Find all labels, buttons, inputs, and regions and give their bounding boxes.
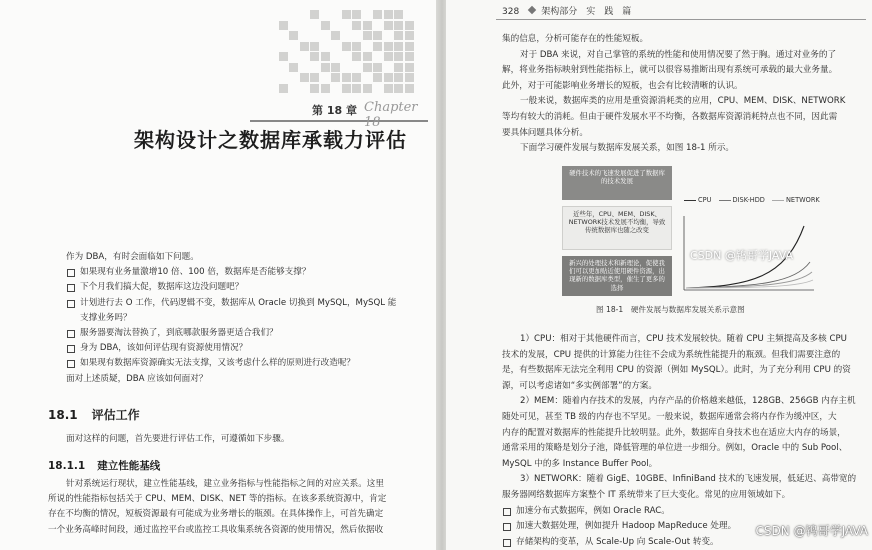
chapter-header	[250, 100, 428, 130]
text-line: 服务器网络数据库方案整个 IT 系统带来了巨大变化。常见的应用领域如下。	[502, 489, 791, 500]
pattern-square	[352, 10, 361, 19]
text-line: MySQL 中的多 Instance Buffer Pool。	[502, 458, 658, 469]
list-item: 计划进行去 O 工作，代码逻辑不变，数据库从 Oracle 切换到 MySQL，MySQL 能 支撑业务吗？	[66, 296, 426, 326]
pattern-square	[352, 21, 361, 30]
pattern-square	[405, 31, 414, 40]
pattern-square	[342, 10, 351, 19]
text-line: 针对系统运行现状，建立性能基线，建立业务指标与性能指标之间的对应关系。这里	[66, 479, 384, 489]
subsection-number: 18.1.1	[48, 460, 86, 472]
pattern-square	[289, 31, 298, 40]
list-item: 下个月我们搞大促，数据库这边没问题吧？	[66, 280, 426, 295]
text-line: 源，可以考虑诸如“多实例部署”的方案。	[502, 380, 657, 391]
pattern-square	[405, 21, 414, 30]
intro-block	[66, 250, 426, 387]
text-line: 一个业务高峰时间段，通过监控平台或监控工具收集系统各资源的使用情况，然后依据收	[48, 524, 384, 535]
running-title: 架构部分 实 践 篇	[541, 7, 632, 17]
figure-18-1	[558, 166, 820, 294]
pattern-square	[384, 42, 393, 51]
section-text: 面对这样的问题，首先要进行评估工作，可遵循如下步骤。	[66, 434, 290, 444]
pattern-square	[384, 73, 393, 82]
list-item: 加速分布式数据库，例如 Oracle RAC。	[502, 504, 870, 520]
page-number: 328	[502, 7, 520, 17]
list-item: 身为 DBA，该如何评估现有资源使用情况？	[66, 341, 426, 356]
pattern-square	[363, 21, 372, 30]
list-item: 加速大数据处理，例如提升 Hadoop MapReduce 处理。	[502, 519, 870, 535]
pattern-square	[394, 42, 403, 51]
text-line: 要具体问题具体分析。	[502, 127, 588, 138]
section-number: 18.1	[48, 408, 78, 422]
pattern-square	[373, 10, 382, 19]
running-header	[502, 4, 631, 17]
header-rule	[496, 19, 866, 20]
body-paragraph	[48, 477, 430, 538]
pattern-square	[321, 84, 330, 93]
pattern-square	[363, 31, 372, 40]
lower-text-block	[502, 332, 870, 550]
text-line: 内存的配置对数据库的性能提升比较明显。此外，数据库自身技术也在适应大内存的场景，	[502, 427, 846, 438]
list-item: 服务器要淘汰替换了，到底哪款服务器更适合我们？	[66, 326, 426, 341]
pattern-square	[342, 73, 351, 82]
subsection-heading	[48, 458, 160, 473]
pattern-square	[394, 31, 403, 40]
pattern-square	[394, 73, 403, 82]
text-line: 等均有较大的消耗。但由于硬件发展水平不均衡，各数据库资源消耗特点也不同，因此需	[502, 111, 838, 122]
pattern-square	[279, 21, 288, 30]
chapter-number: 第 18 章	[312, 104, 357, 117]
pattern-square	[405, 84, 414, 93]
pattern-square	[373, 42, 382, 51]
figure-box-3: 新兴的处理技术和新理论，促使我们可以更加贴近使用硬件资源，出现新的数据库类型，催生了更多的选择	[562, 256, 672, 296]
text-line: 1）CPU：相对于其他硬件而言，CPU 技术发展较快。随着 CPU 主频提高及多核 CPU	[520, 334, 847, 344]
disk-curve	[686, 262, 810, 288]
text-line: 所说的性能指标包括关于 CPU、MEM、DISK、NET 等的指标。在该多系统资源中，肯定	[48, 494, 387, 505]
text-line: 通常采用的策略是划分子池，降低管理的单位进一步细分。例如，Oracle 中的 Sub Pool、	[502, 443, 848, 454]
pattern-square	[352, 73, 361, 82]
pattern-square	[310, 10, 319, 19]
intro-close: 面对上述质疑，DBA 应该如何面对？	[66, 373, 208, 384]
text-line: 是，有些数据库无法完全利用 CPU 的资源（例如 MySQL）。此时，为了充分利用 CPU 的资	[502, 365, 851, 376]
legend-item-network: NETWORK	[772, 196, 820, 204]
diamond-icon	[528, 6, 536, 14]
pattern-square	[321, 52, 330, 61]
pattern-square	[384, 52, 393, 61]
pattern-square	[300, 73, 309, 82]
pattern-square	[321, 21, 330, 30]
legend-item-cpu: CPU	[684, 196, 711, 204]
top-text-block	[502, 32, 870, 157]
pattern-square	[342, 42, 351, 51]
pattern-square	[279, 52, 288, 61]
pattern-square	[310, 52, 319, 61]
text-line: 随处可见，甚至 TB 级的内存也不罕见。一般来说，数据库通常会将内存作为缓冲区，大	[502, 411, 837, 422]
pattern-square	[373, 73, 382, 82]
pattern-square	[405, 63, 414, 72]
text-line: 集的信息，分析可能存在的性能短板。	[502, 34, 649, 44]
figure-box-2: 近些年，CPU、MEM、DISK、NETWORK技术发展不均衡，导致传统数据库也随之改变	[562, 206, 672, 250]
pattern-square	[363, 84, 372, 93]
pattern-square	[373, 31, 382, 40]
legend-item-disk: DISK-HDD	[719, 196, 765, 204]
question-list	[66, 265, 426, 371]
pattern-square	[394, 84, 403, 93]
figure-box-1: 硬件技术的飞速发展促进了数据库的技术发展	[562, 166, 672, 200]
list-item: 如果现有数据库资源确实无法支撑，又该考虑什么样的原则进行改造呢？	[66, 356, 426, 371]
pattern-square	[342, 84, 351, 93]
pattern-square	[300, 42, 309, 51]
chapter-english-label: Chapter 18	[364, 100, 418, 130]
text-line: 3）NETWORK：随着 GigE、10GBE、InfiniBand 技术的飞速发展，低延迟、高带宽的	[520, 474, 857, 485]
text-line: 2）MEM：随着内存技术的发展，内存产品的价格越来越低，128GB、256GB 内存主机	[520, 396, 856, 407]
text-line: 对于 DBA 来说，对自己掌管的系统的性能和使用情况要了然于胸。通过对业务的了	[520, 49, 837, 60]
text-line: 下面学习硬件发展与数据库发展关系，如图 18-1 所示。	[520, 143, 735, 154]
pattern-square	[384, 21, 393, 30]
pattern-square	[331, 31, 340, 40]
pattern-square	[310, 84, 319, 93]
subsection-title: 建立性能基线	[97, 460, 161, 472]
text-line: 解，将业务指标映射到性能指标上，就可以很容易推断出现有系统可承载的最大业务量。	[502, 65, 838, 76]
pattern-square	[279, 84, 288, 93]
watermark-corner: CSDN @鸨哥学JAVA	[755, 524, 868, 538]
pattern-square	[352, 52, 361, 61]
pattern-square	[352, 84, 361, 93]
pattern-square	[394, 10, 403, 19]
text-line: 存在不均衡的情况，短板资源最有可能成为业务增长的瓶颈。在具体操作上，可首先确定	[48, 509, 384, 520]
pattern-square	[384, 10, 393, 19]
pattern-square	[405, 42, 414, 51]
pattern-square	[394, 21, 403, 30]
pattern-square	[363, 52, 372, 61]
pattern-square	[394, 52, 403, 61]
section-heading	[48, 406, 140, 423]
pattern-square	[310, 42, 319, 51]
pattern-square	[331, 63, 340, 72]
pattern-square	[363, 63, 372, 72]
watermark-mid: CSDN @鸨哥学JAVA	[690, 249, 794, 262]
pattern-square	[321, 63, 330, 72]
pattern-square	[310, 73, 319, 82]
text-line: 此外，对于可能影响业务增长的短板，也会有比较清晰的认识。	[502, 80, 743, 91]
pattern-square	[394, 63, 403, 72]
text-line: 技术的发展，CPU 提供的计算能力往往不会成为系统性能提升的瓶颈。但我们需要注意的	[502, 349, 841, 360]
pattern-square	[405, 73, 414, 82]
pattern-square	[384, 84, 393, 93]
pattern-square	[289, 63, 298, 72]
text-line: 一般来说，数据库类的应用是重资源消耗类的应用，CPU、MEM、DISK、NETWORK	[520, 96, 846, 107]
chapter-title: 架构设计之数据库承载力评估	[134, 128, 407, 152]
list-item: 存储架构的变革，从 Scale-Up 向 Scale-Out 转变。	[502, 535, 870, 550]
pattern-square	[373, 63, 382, 72]
pattern-square	[331, 73, 340, 82]
intro-lead: 作为 DBA，有时会面临如下问题。	[66, 252, 199, 262]
section-title: 评估工作	[91, 408, 140, 422]
pattern-square	[405, 52, 414, 61]
pattern-square	[352, 42, 361, 51]
growth-curves	[680, 166, 818, 296]
figure-caption: 图 18-1 硬件发展与数据库发展关系示意图	[596, 305, 745, 314]
right-page	[446, 0, 872, 550]
list-item-continuation: 支撑业务吗？	[80, 312, 132, 323]
chapter-decoration	[268, 10, 418, 98]
list-item: 如果现有业务量激增10 倍、100 倍，数据库是否能够支撑？	[66, 265, 426, 280]
